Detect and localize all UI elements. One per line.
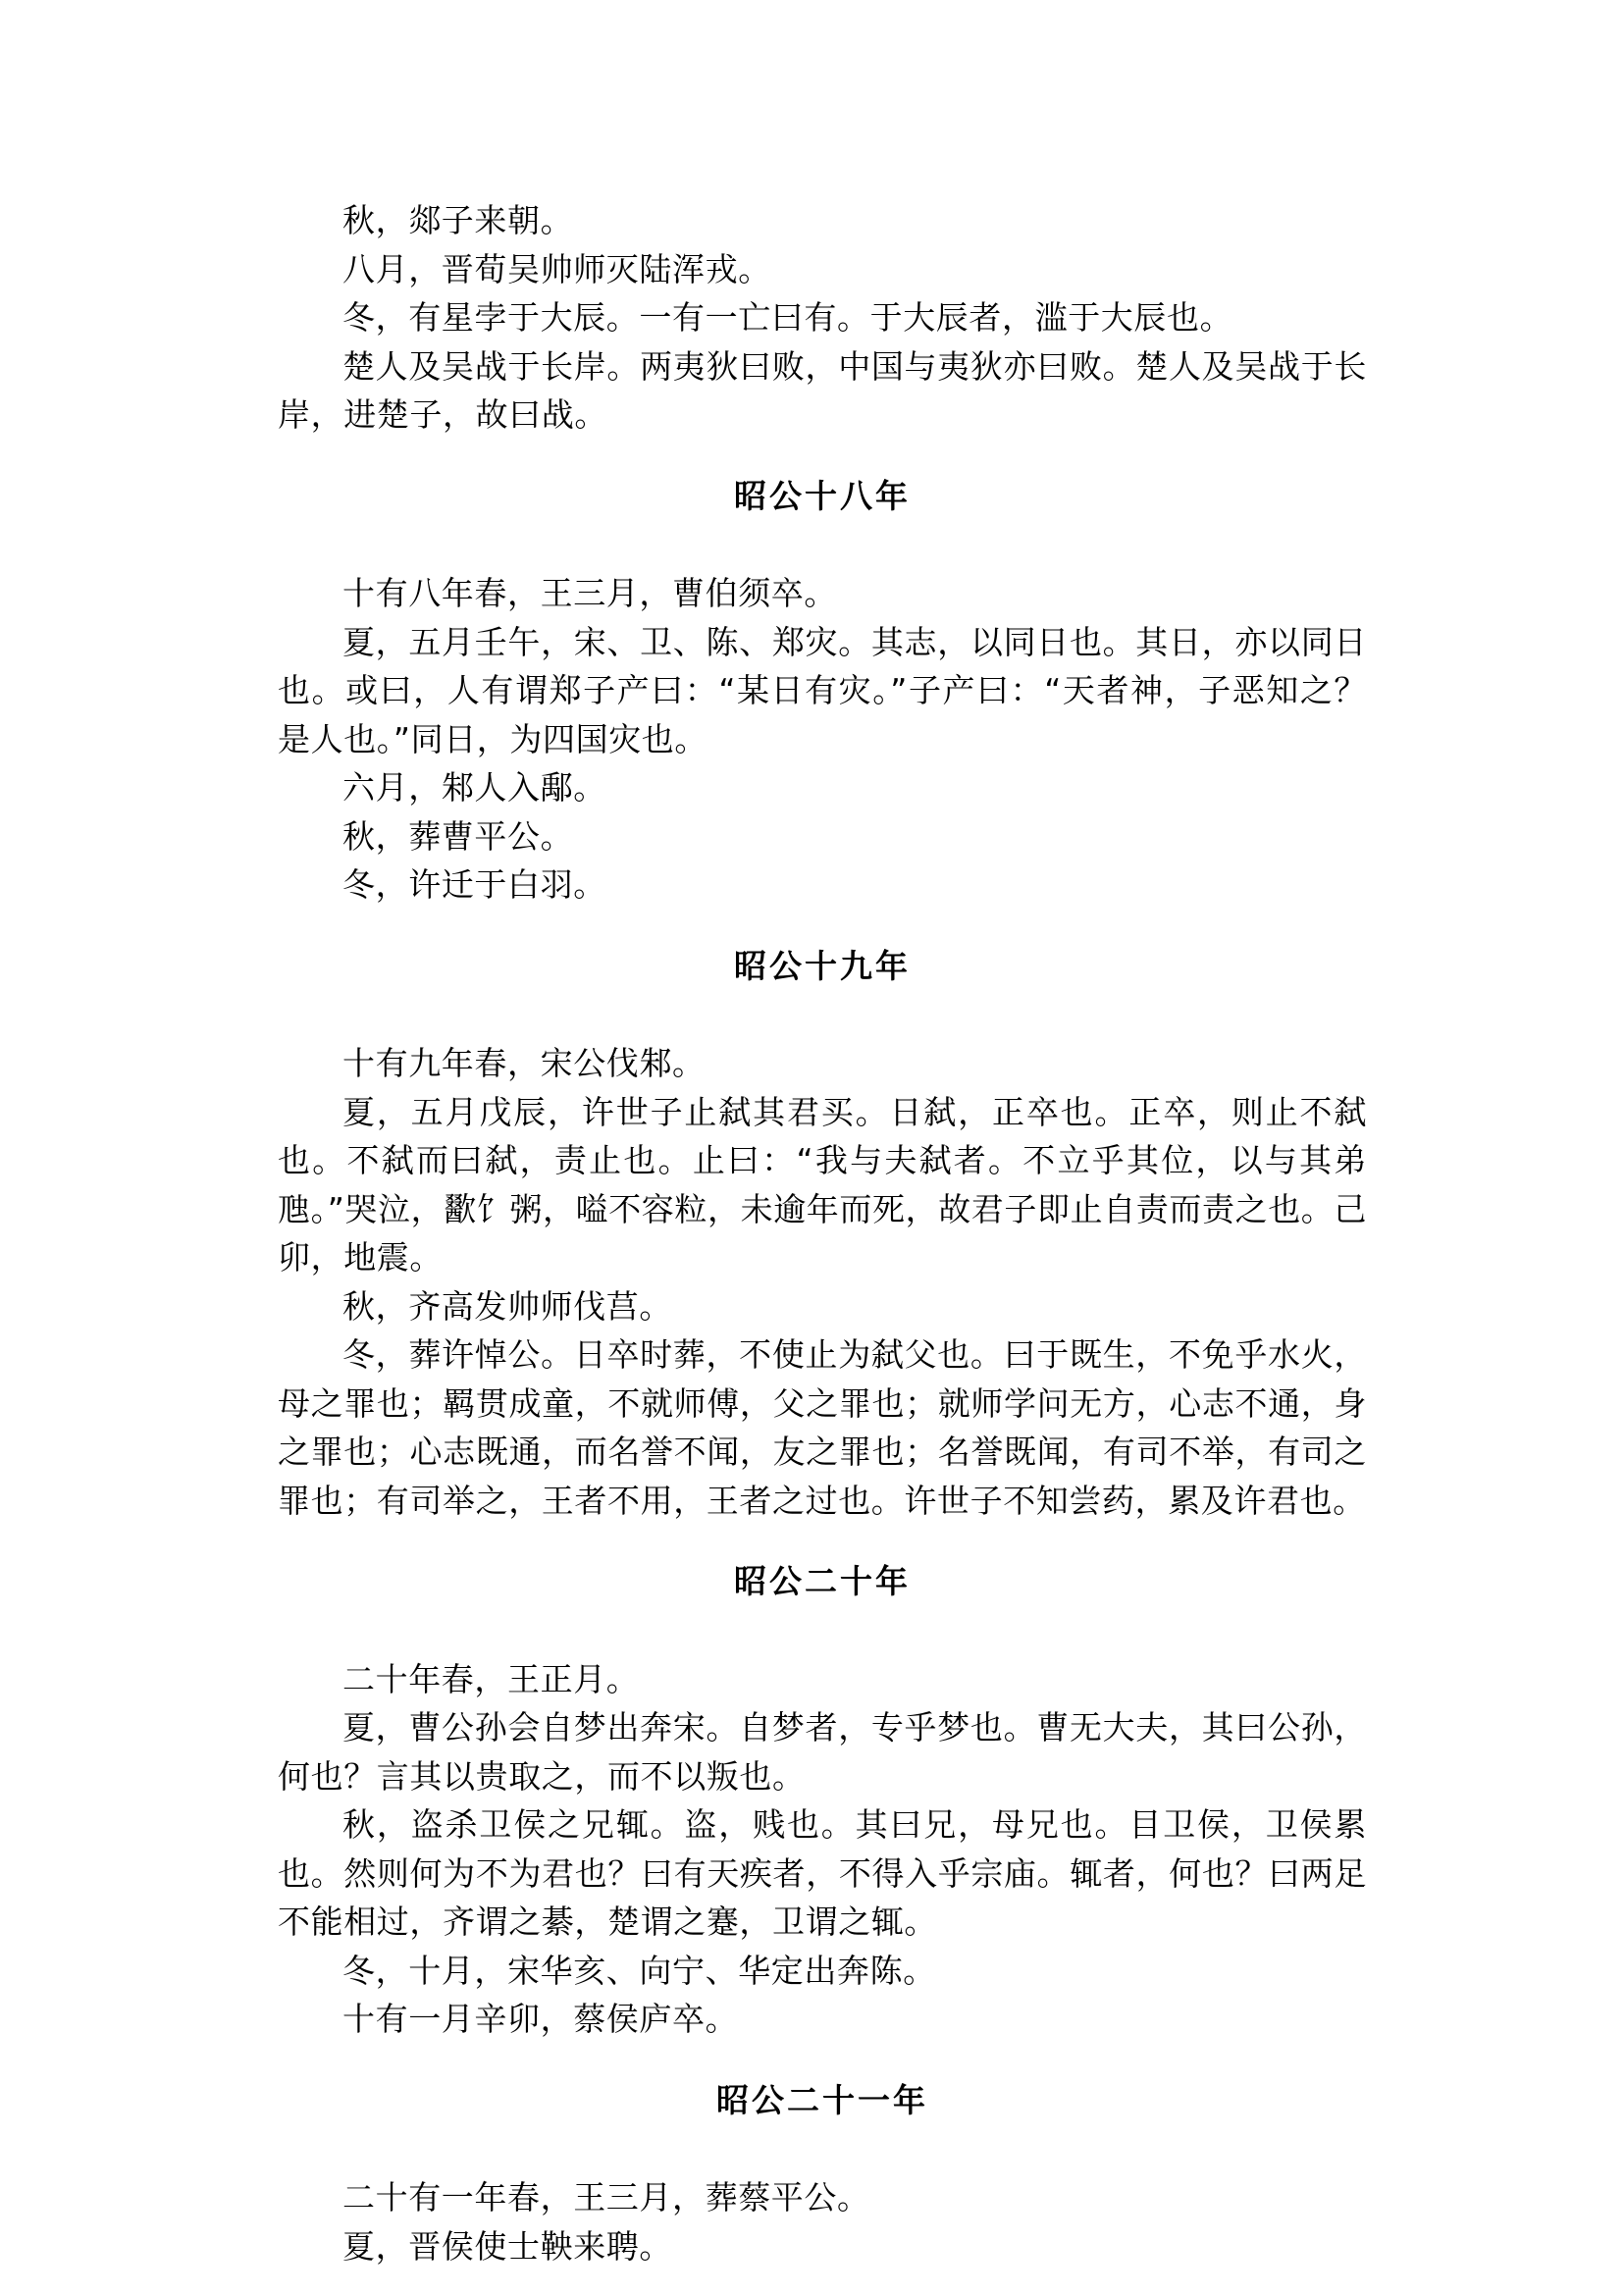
section-heading: 昭公十八年 <box>734 476 911 515</box>
section-heading: 昭公二十年 <box>734 1562 911 1600</box>
paragraph: 秋，盗杀卫侯之兄辄。盗，贱也。其曰兄，母兄也。目卫侯，卫侯累也。然则何为不为君也？曰有天疾者，不得入乎宗庙。辄者，何也？曰两足不能相过，齐谓之綦，楚谓之蹇，卫谓之辄。 <box>278 1805 1367 1941</box>
document-page <box>278 196 1367 2270</box>
paragraph: 八月，晋荀吴帅师灭陆浑戎。 <box>342 249 771 288</box>
section-zhaogong-20 <box>278 1557 1367 2044</box>
paragraph: 秋，齐高发帅师伐莒。 <box>342 1286 672 1326</box>
paragraph: 秋，葬曹平公。 <box>342 816 574 856</box>
paragraph: 冬，十月，宋华亥、向宁、华定出奔陈。 <box>342 1951 936 1990</box>
paragraph: 夏，晋侯使士鞅来聘。 <box>342 2226 672 2266</box>
section-zhaogong-19 <box>278 942 1367 1526</box>
paragraph: 夏，曹公孙会自梦出奔宋。自梦者，专乎梦也。曹无大夫，其曰公孙，何也？言其以贵取之，而不以叛也。 <box>278 1708 1367 1796</box>
paragraph: 二十有一年春，王三月，葬蔡平公。 <box>342 2178 870 2216</box>
paragraph: 二十年春，王正月。 <box>342 1659 640 1698</box>
paragraph: 楚人及吴战于长岸。两夷狄曰败，中国与夷狄亦曰败。楚人及吴战于长岸，进楚子，故曰战。 <box>278 346 1367 434</box>
section-zhaogong-18 <box>278 472 1367 910</box>
paragraph: 秋，郯子来朝。 <box>342 201 574 239</box>
paragraph: 十有一月辛卯，蔡侯庐卒。 <box>342 2000 739 2038</box>
section-continuation <box>278 196 1367 440</box>
paragraph: 冬，葬许悼公。日卒时葬，不使止为弑父也。曰于既生，不免乎水火，母之罪也；羁贯成童，不就师傅，父之罪也；就师学问无方，心志不通，身之罪也；心志既通，而名誉不闻，友之罪也；名誉既闻，有司不举，有司之罪也；有司举之，王者不用，王者之过也。许世子不知尝药，累及许君也。 <box>278 1335 1367 1520</box>
section-zhaogong-21 <box>278 2076 1367 2271</box>
paragraph: 十有九年春，宋公伐邾。 <box>342 1044 706 1082</box>
paragraph: 六月，邾人入鄅。 <box>342 768 606 807</box>
section-heading: 昭公十九年 <box>734 946 911 985</box>
paragraph: 冬，许迁于白羽。 <box>342 865 606 904</box>
paragraph: 十有八年春，王三月，曹伯须卒。 <box>342 574 837 612</box>
paragraph: 夏，五月壬午，宋、卫、陈、郑灾。其志，以同日也。其日，亦以同日也。或曰，人有谓郑子产曰：“某日有灾。”子产曰：“天者神，子恶知之？是人也。”同日，为四国灾也。 <box>278 622 1367 758</box>
paragraph: 冬，有星孛于大辰。一有一亡曰有。于大辰者，滥于大辰也。 <box>342 298 1233 337</box>
paragraph: 夏，五月戊辰，许世子止弑其君买。日弑，正卒也。正卒，则止不弑也。不弑而曰弑，责止也。止曰：“我与夫弑者。不立乎其位，以与其弟虺。”哭泣，歠饣粥，嗌不容粒，未逾年而死，故君子即止自责而责之也。己卯，地震。 <box>278 1092 1367 1277</box>
section-heading: 昭公二十一年 <box>716 2080 928 2119</box>
